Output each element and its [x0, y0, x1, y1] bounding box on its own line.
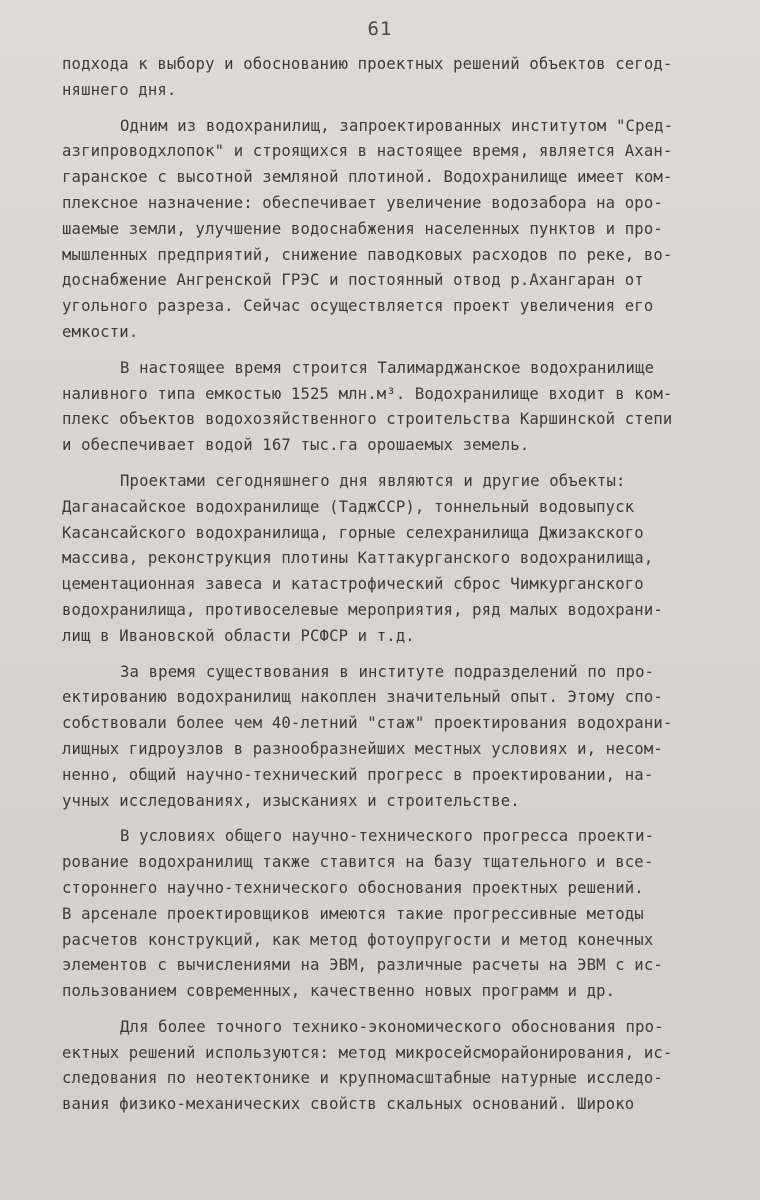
text-line: В условиях общего научно-технического прогресса проекти-: [120, 827, 655, 846]
text-line: доснабжение Ангренской ГРЭС и постоянный отвод р.Ахангаран от: [62, 271, 644, 290]
text-line: ектированию водохранилищ накоплен значительный опыт. Этому спо-: [62, 688, 663, 707]
text-line: рование водохранилищ также ставится на базу тщательного и все-: [62, 853, 654, 872]
text-line: В настоящее время строится Талимарджанское водохранилище: [120, 358, 655, 377]
text-line: цементационная завеса и катастрофический сброс Чимкурганского: [62, 575, 644, 594]
text-line: плекс объектов водохозяйственного строительства Каршинской степи: [62, 410, 673, 429]
text-line: Даганасайское водохранилище (ТаджССР), тоннельный водовыпуск: [62, 497, 635, 516]
paragraph: [62, 660, 730, 815]
paragraph: [62, 52, 730, 104]
text-line: расчетов конструкций, как метод фотоупругости и метод конечных: [62, 930, 654, 949]
paragraph: [62, 114, 730, 346]
paragraph: [62, 356, 730, 459]
text-line: ектных решений используются: метод микросейсморайонирования, ис-: [62, 1043, 673, 1062]
text-line: массива, реконструкция плотины Каттакурганского водохранилища,: [62, 549, 654, 568]
text-line: угольного разреза. Сейчас осуществляется проект увеличения его: [62, 297, 654, 316]
text-line: Для более точного технико-экономического обоснования про-: [120, 1017, 664, 1036]
text-line: наливного типа емкостью 1525 млн.м³. Водохранилище входит в ком-: [62, 384, 673, 403]
text-line: емкости.: [62, 322, 139, 341]
text-line: За время существования в институте подразделений по про-: [120, 662, 655, 681]
text-line: гаранское с высотной земляной плотиной. Водохранилище имеет ком-: [62, 168, 673, 187]
text-line: Одним из водохранилищ, запроектированных институтом "Сред-: [120, 116, 674, 135]
paragraph: [62, 824, 730, 1005]
text-line: азгипроводхлопок" и строящихся в настоящее время, является Ахан-: [62, 142, 673, 161]
text-line: мышленных предприятий, снижение паводковых расходов по реке, во-: [62, 245, 673, 264]
text-line: и обеспечивает водой 167 тыс.га орошаемых земель.: [62, 436, 530, 455]
text-line: водохранилища, противоселевые мероприятия, ряд малых водохрани-: [62, 600, 663, 619]
text-line: шаемые земли, улучшение водоснабжения населенных пунктов и про-: [62, 219, 663, 238]
text-line: собствовали более чем 40-летний "стаж" проектирования водохрани-: [62, 714, 673, 733]
text-line: стороннего научно-технического обоснования проектных решений.: [62, 878, 644, 897]
text-line: Проектами сегодняшнего дня являются и другие объекты:: [120, 471, 626, 490]
text-line: следования по неотектонике и крупномасштабные натурные исследо-: [62, 1069, 663, 1088]
text-line: Касансайского водохранилища, горные селехранилища Джизакского: [62, 523, 644, 542]
paragraph: [62, 1015, 730, 1118]
text-line: лищных гидроузлов в разнообразнейших местных условиях и, несом-: [62, 739, 663, 758]
text-line: учных исследованиях, изысканиях и строительстве.: [62, 791, 520, 810]
text-line: элементов с вычислениями на ЭВМ, различные расчеты на ЭВМ с ис-: [62, 956, 663, 975]
text-line: ненно, общий научно-технический прогресс в проектировании, на-: [62, 765, 654, 784]
body-text: [62, 52, 730, 1118]
text-line: пользованием современных, качественно новых программ и др.: [62, 982, 616, 1001]
text-line: лищ в Ивановской области РСФСР и т.д.: [62, 626, 415, 645]
text-line: подхода к выбору и обоснованию проектных решений объектов сегод-: [62, 55, 673, 73]
page-number: 61: [367, 18, 393, 40]
text-line: няшнего дня.: [62, 80, 177, 99]
text-line: вания физико-механических свойств скальных оснований. Широко: [62, 1095, 635, 1114]
text-line: плексное назначение: обеспечивает увеличение водозабора на оро-: [62, 193, 663, 212]
paragraph: [62, 469, 730, 650]
text-line: В арсенале проектировщиков имеются такие прогрессивные методы: [62, 904, 644, 923]
